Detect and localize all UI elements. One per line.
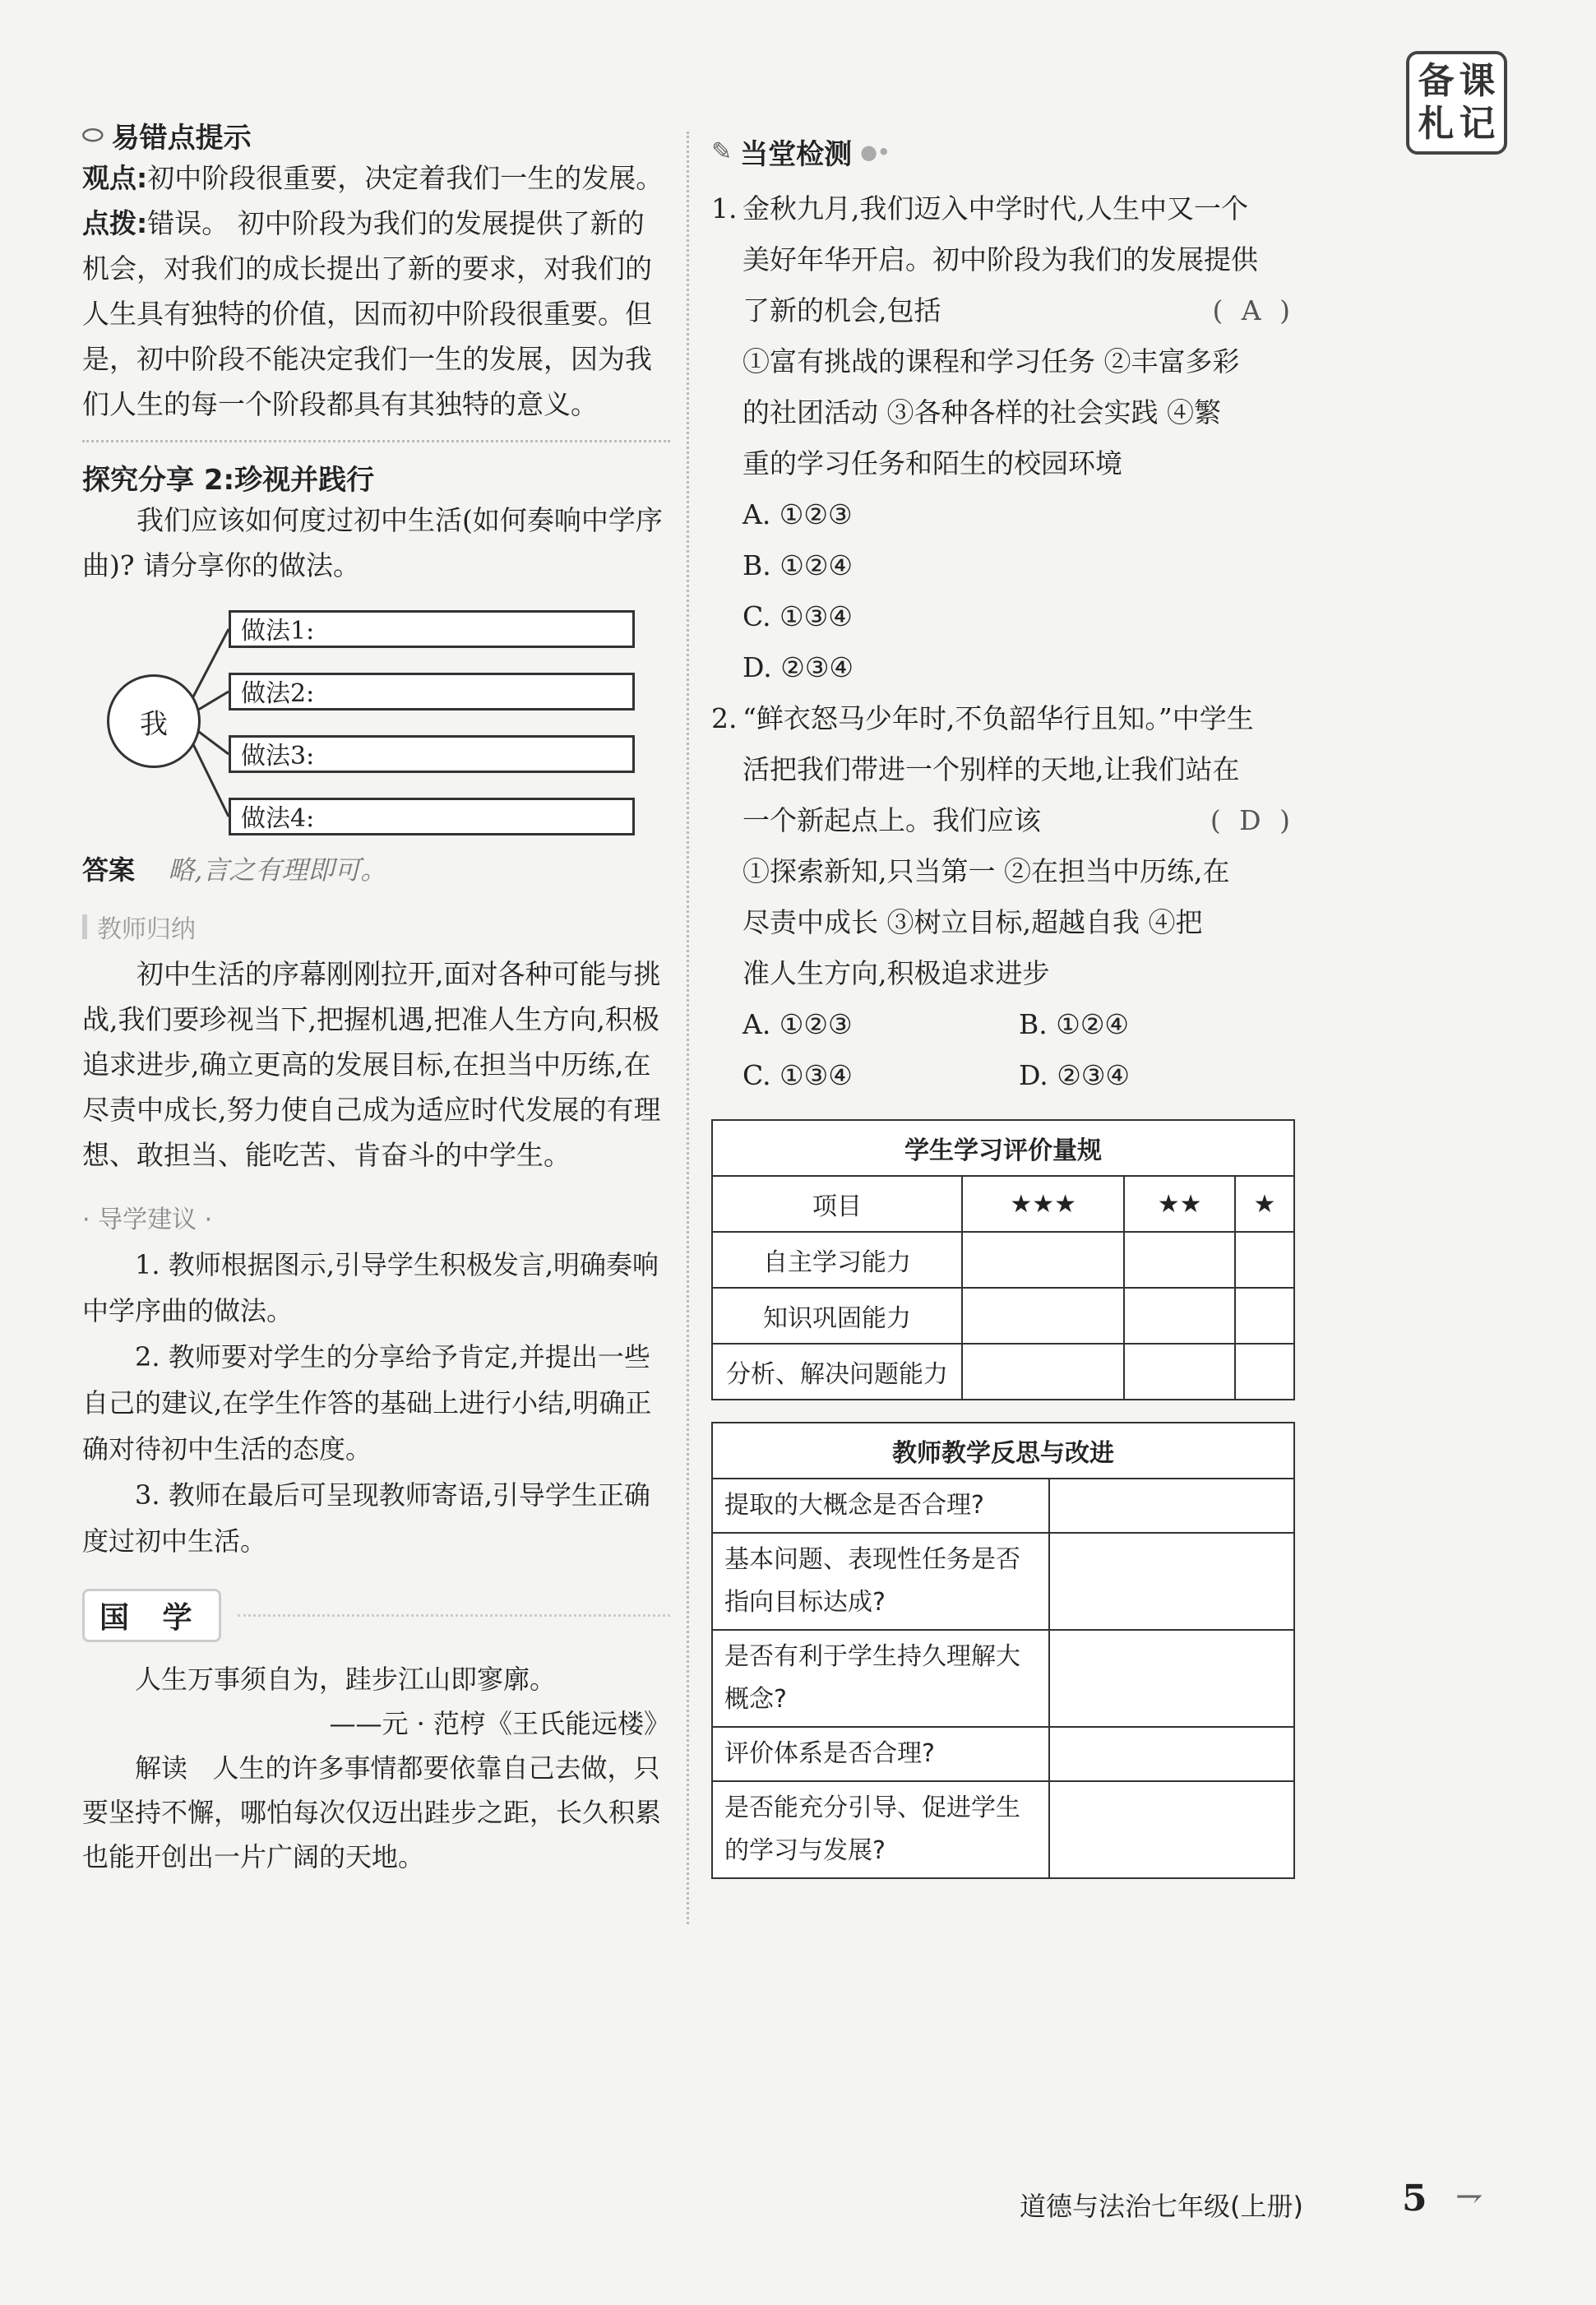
method-box-1: 做法1: [229, 610, 635, 648]
q2-options-row [711, 999, 1295, 1050]
section-separator [82, 440, 670, 442]
rubric-header: ★ [1235, 1176, 1294, 1232]
tag-char: 课 [1459, 60, 1496, 102]
rubric-cell[interactable] [1235, 1344, 1294, 1400]
rubric-header: 项目 [712, 1176, 962, 1232]
table-row [712, 1288, 1294, 1344]
bar-icon [82, 914, 87, 939]
table-row [712, 1479, 1294, 1533]
table-row [712, 1344, 1294, 1400]
tag-char: 札 [1418, 103, 1455, 145]
rubric-cell[interactable] [962, 1232, 1124, 1288]
q2-option-d: D. ②③④ [1019, 1059, 1131, 1091]
explore-answer: 答案 略,言之有理即可。 [82, 854, 387, 886]
q2-option-a: A. ①②③ [742, 1008, 853, 1040]
me-node: 我 [107, 674, 201, 768]
q1-option-b: B. ①②④ [742, 549, 853, 581]
reflection-table [711, 1422, 1295, 1879]
reflection-question: 评价体系是否合理? [712, 1727, 1049, 1781]
q2-items: 尽责中成长 ③树立目标,超越自我 ④把 [742, 906, 1203, 938]
reflection-cell[interactable] [1049, 1479, 1294, 1533]
table-row [712, 1232, 1294, 1288]
q2-option-b: B. ①②④ [1019, 1008, 1129, 1040]
method-box-2: 做法2: [229, 673, 635, 710]
table-row [712, 1781, 1294, 1878]
q2-line: 活把我们带进一个别样的天地,让我们站在 [742, 753, 1240, 785]
quiz-title: ✎ 当堂检测 ●• [711, 137, 891, 171]
question-1 [711, 183, 1295, 693]
q2-items: ①探索新知,只当第一 ②在担当中历练,在 [742, 855, 1230, 887]
guide-title: · 导学建议 · [82, 1206, 213, 1234]
right-column [711, 132, 1295, 1879]
q2-options-row [711, 1050, 1295, 1101]
rubric-header: ★★ [1124, 1176, 1235, 1232]
connector-line [196, 692, 229, 711]
reflection-cell[interactable] [1049, 1533, 1294, 1630]
error-section-title: ⬭ 易错点提示 [82, 121, 252, 155]
guoxue-rule [238, 1614, 670, 1617]
rubric-caption: 学生学习评价量规 [712, 1120, 1294, 1176]
guoxue-verse: 人生万事须自为，跬步江山即寥廓。 [135, 1664, 557, 1695]
leaf-icon: ⬭ [82, 121, 104, 150]
connector-line [191, 629, 229, 701]
reflection-caption: 教师教学反思与改进 [712, 1423, 1294, 1479]
rubric-header: ★★★ [962, 1176, 1124, 1232]
rubric-item: 知识巩固能力 [712, 1288, 962, 1344]
rubric-table [711, 1119, 1295, 1400]
explore-prompt: 我们应该如何度过初中生活(如何奏响中学序曲)? 请分享你的做法。 [82, 504, 663, 581]
reflection-question: 基本问题、表现性任务是否指向目标达成? [712, 1533, 1049, 1630]
reflection-cell[interactable] [1049, 1630, 1294, 1727]
q1-option-d: D. ②③④ [742, 651, 854, 683]
rubric-item: 分析、解决问题能力 [712, 1344, 962, 1400]
guoxue-interpretation: 解读 人生的许多事情都要依靠自己去做，只要坚持不懈，哪怕每次仅迈出跬步之距，长久积累也能开创出一片广阔的天地。 [82, 1752, 662, 1872]
pencil-icon: ✎ [711, 137, 733, 166]
table-row [712, 1630, 1294, 1727]
teacher-summary-title: 教师归纳 [82, 909, 670, 945]
q1-option-c: C. ①③④ [742, 600, 853, 632]
q2-answer: ( D ) [1210, 804, 1295, 836]
guoxue-source: ——元 · 范梈《王氏能远楼》 [329, 1708, 670, 1739]
guide-item: 2. 教师要对学生的分享给予肯定,并提出一些自己的建议,在学生作答的基础上进行小结,明确正确对待初中生活的态度。 [82, 1341, 652, 1465]
guide-list [82, 1242, 670, 1564]
reflection-question: 是否能充分引导、促进学生的学习与发展? [712, 1781, 1049, 1878]
reflection-cell[interactable] [1049, 1781, 1294, 1878]
guoxue-badge: 国 学 [82, 1589, 221, 1642]
rubric-cell[interactable] [1124, 1232, 1235, 1288]
column-divider [687, 132, 689, 1924]
q1-line: 了新的机会,包括 ( A ) [711, 285, 1295, 336]
question-2 [711, 693, 1295, 1101]
page-number: 5 [1402, 2178, 1427, 2219]
q1-items: 的社团活动 ③各种各样的社会实践 ④繁 [742, 396, 1221, 428]
reflection-question: 提取的大概念是否合理? [712, 1479, 1049, 1533]
rubric-cell[interactable] [1235, 1232, 1294, 1288]
method-diagram [82, 596, 670, 843]
q2-option-c: C. ①③④ [742, 1059, 853, 1091]
q1-line: 美好年华开启。初中阶段为我们的发展提供 [742, 243, 1258, 275]
hint-paragraph: 点拨:错误。 初中阶段为我们的发展提供了新的机会，对我们的成长提出了新的要求，对我们的人生具有独特的价值，因而初中阶段很重要。但是，初中阶段不能决定我们一生的发展，因为我们人生的每一个阶段都具有其独特的意义。 [82, 207, 652, 420]
view-line: 观点:初中阶段很重要，决定着我们一生的发展。 [82, 162, 664, 194]
rubric-cell[interactable] [962, 1344, 1124, 1400]
arrow-deco-icon: ⇁ [1455, 2178, 1483, 2215]
table-row [712, 1727, 1294, 1781]
table-row [712, 1533, 1294, 1630]
q2-line: 一个新起点上。我们应该 ( D ) [711, 795, 1295, 846]
dots-icon: ●• [860, 140, 891, 164]
left-column [82, 115, 670, 1879]
rubric-cell[interactable] [1124, 1288, 1235, 1344]
tag-char: 备 [1418, 60, 1455, 102]
q2-items: 准人生方向,积极追求进步 [742, 957, 1050, 989]
reflection-question: 是否有利于学生持久理解大概念? [712, 1630, 1049, 1727]
method-box-3: 做法3: [229, 735, 635, 773]
guoxue-header [82, 1589, 670, 1642]
method-box-4: 做法4: [229, 798, 635, 835]
q2-line: 2. “鲜衣怒马少年时,不负韶华行且知。”中学生 [711, 702, 1254, 734]
teacher-summary-text: 初中生活的序幕刚刚拉开,面对各种可能与挑战,我们要珍视当下,把握机遇,把准人生方向,积极追求进步,确立更高的发展目标,在担当中历练,在尽责中成长,努力使自己成为适应时代发展的有理想、敢担当、能吃苦、肯奋斗的中学生。 [82, 958, 661, 1171]
reflection-cell[interactable] [1049, 1727, 1294, 1781]
tag-char: 记 [1459, 103, 1496, 145]
q1-items: ①富有挑战的课程和学习任务 ②丰富多彩 [742, 345, 1240, 377]
lesson-notes-tag [1406, 51, 1507, 155]
q1-answer: ( A ) [1212, 294, 1295, 326]
book-title: 道德与法治七年级(上册) [1020, 2191, 1303, 2222]
q1-option-a: A. ①②③ [742, 498, 853, 530]
q1-items: 重的学习任务和陌生的校园环境 [742, 447, 1122, 479]
guide-item: 3. 教师在最后可呈现教师寄语,引导学生正确度过初中生活。 [82, 1479, 650, 1557]
rubric-cell[interactable] [962, 1288, 1124, 1344]
explore-title: 探究分享 2:珍视并践行 [82, 464, 375, 497]
q1-line: 1. 金秋九月,我们迈入中学时代,人生中又一个 [711, 192, 1248, 224]
guide-item: 1. 教师根据图示,引导学生积极发言,明确奏响中学序曲的做法。 [82, 1249, 659, 1326]
rubric-cell[interactable] [1235, 1288, 1294, 1344]
rubric-item: 自主学习能力 [712, 1232, 962, 1288]
rubric-cell[interactable] [1124, 1344, 1235, 1400]
connector-line [196, 729, 229, 754]
